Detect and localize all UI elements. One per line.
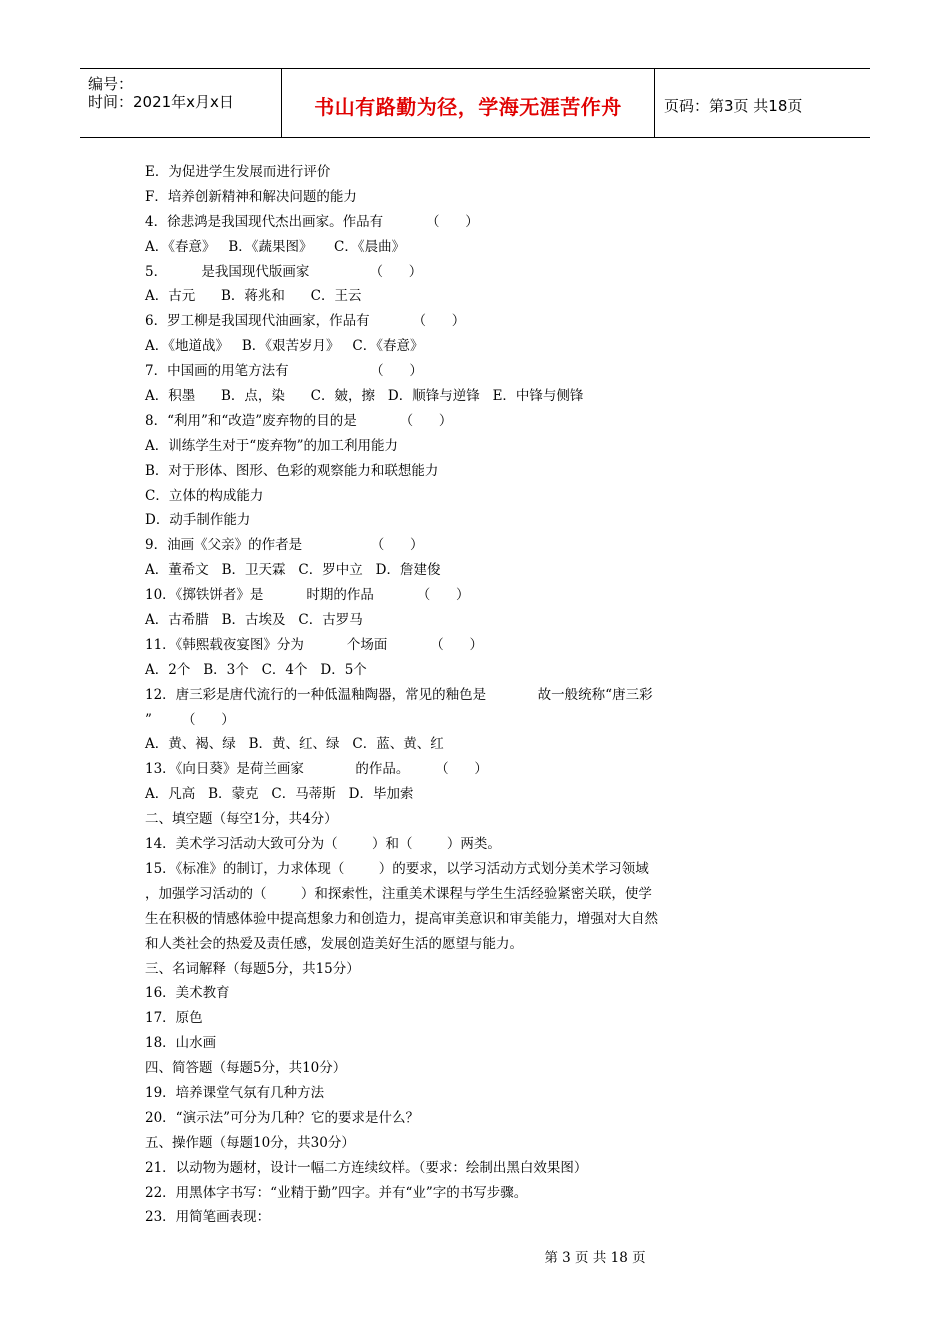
text-line: 二、填空题（每空1分，共4分） [145, 811, 338, 828]
header-meta-cell [80, 69, 281, 137]
text-line: 8．“利用”和“改造”废弃物的目的是 （ ） [145, 412, 453, 429]
text-line: B．对于形体、图形、色彩的观察能力和联想能力 [145, 462, 439, 479]
text-line: 10．《掷铁饼者》是 时期的作品 （ ） [145, 587, 470, 604]
text-line: 4．徐悲鸿是我国现代杰出画家。作品有 （ ） [145, 213, 479, 230]
text-line: A．《地道战》 B．《艰苦岁月》 C．《春意》 [145, 338, 424, 355]
header-motto-cell [281, 69, 655, 137]
document-number-label: 编号： [88, 75, 134, 93]
text-line: 12．唐三彩是唐代流行的一种低温釉陶器，常见的釉色是 故一般统称“唐三彩 [145, 686, 653, 703]
text-line: A．积墨 B．点，染 C．皴，擦 D．顺锋与逆锋 E．中锋与侧锋 [145, 388, 584, 405]
text-line: 18．山水画 [145, 1035, 217, 1052]
text-line: ” （ ） [145, 711, 235, 728]
text-line: C．立体的构成能力 [145, 487, 264, 504]
text-line: 11．《韩熙载夜宴图》分为 个场面 （ ） [145, 636, 484, 653]
text-line: 6．罗工柳是我国现代油画家，作品有 （ ） [145, 313, 466, 330]
text-line: A．黄、褐、绿 B．黄、红、绿 C．蓝、黄、红 [145, 736, 444, 753]
text-line: 7．中国画的用笔方法有 （ ） [145, 363, 423, 380]
header-page-info: 页码：第3页 共18页 [664, 97, 803, 115]
text-line: 15．《标准》的制订，力求体现（ ）的要求，以学习活动方式划分美术学习领域 [145, 860, 649, 877]
text-line: 19．培养课堂气氛有几种方法 [145, 1084, 325, 1101]
text-line: F．培养创新精神和解决问题的能力 [145, 188, 357, 205]
text-line: D．动手制作能力 [145, 512, 251, 529]
text-line: 21．以动物为题材，设计一幅二方连续纹样。（要求：绘制出黑白效果图） [145, 1159, 588, 1176]
text-line: 生在积极的情感体验中提高想象力和创造力，提高审美意识和审美能力，增强对大自然 [145, 910, 658, 927]
text-line: 四、简答题（每题5分，共10分） [145, 1060, 347, 1077]
page-header [80, 68, 870, 138]
text-line: A．古希腊 B．古埃及 C．古罗马 [145, 612, 363, 629]
text-line: A．古元 B．蒋兆和 C．王云 [145, 288, 362, 305]
text-line: 五、操作题（每题10分，共30分） [145, 1134, 355, 1151]
text-line: 23．用简笔画表现： [145, 1209, 271, 1226]
text-line: 14．美术学习活动大致可分为（ ）和（ ）两类。 [145, 836, 501, 853]
header-page-cell [654, 69, 870, 137]
text-line: E．为促进学生发展而进行评价 [145, 164, 331, 180]
text-line: 三、名词解释（每题5分，共15分） [145, 960, 360, 977]
text-line: 20．“演示法”可分为几种？它的要求是什么？ [145, 1109, 419, 1126]
page-footer: 第 3 页 共 18 页 [544, 1250, 646, 1266]
text-line: 22．用黑体字书写：“业精于勤”四字。并有“业”字的书写步骤。 [145, 1184, 528, 1201]
text-line: ，加强学习活动的（ ）和探索性，注重美术课程与学生生活经验紧密关联，使学 [145, 885, 652, 902]
text-line: 13．《向日葵》是荷兰画家 的作品。 （ ） [145, 761, 488, 778]
text-line: A．训练学生对于“废弃物”的加工利用能力 [145, 437, 399, 454]
document-date-label: 时间：2021年x月x日 [88, 93, 234, 111]
header-motto: 书山有路勤为径，学海无涯苦作舟 [314, 95, 622, 119]
text-line: 和人类社会的热爱及责任感，发展创造美好生活的愿望与能力。 [145, 935, 523, 952]
text-line: 9．油画《父亲》的作者是 （ ） [145, 537, 424, 554]
text-line: A．《春意》 B．《蔬果图》 C．《晨曲》 [145, 238, 406, 255]
text-line: 5． 是我国现代版画家 （ ） [145, 263, 423, 280]
text-line: A．2个 B．3个 C．4个 D．5个 [145, 661, 367, 678]
text-line: A．凡高 B．蒙克 C．马蒂斯 D．毕加索 [145, 786, 414, 803]
document-body [145, 160, 705, 1230]
text-line: 16．美术教育 [145, 985, 230, 1002]
text-line: 17．原色 [145, 1010, 203, 1027]
text-line: A．董希文 B．卫天霖 C．罗中立 D．詹建俊 [145, 562, 441, 579]
